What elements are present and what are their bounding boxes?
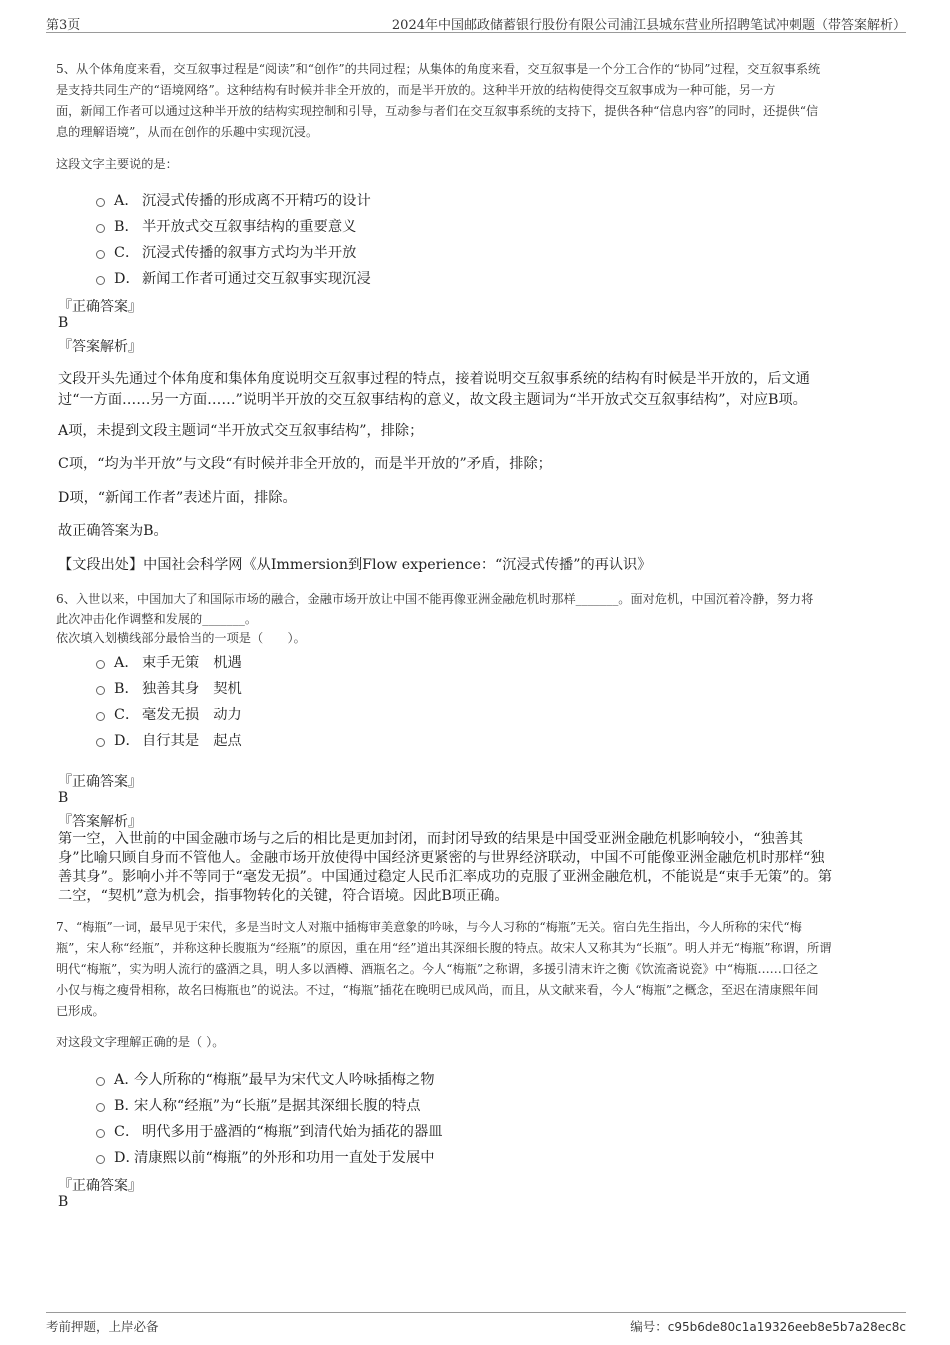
passage-line: 此次冲击化作调整和发展的_______。 bbox=[56, 612, 258, 626]
q7-option-c[interactable]: C． 明代多用于盛酒的“梅瓶”到清代始为插花的器皿 bbox=[96, 1118, 443, 1144]
analysis-line: 第一空，入世前的中国金融市场与之后的相比是更加封闭，而封闭导致的结果是中国受亚洲金融危机影响较小，“独善其 bbox=[58, 831, 804, 847]
passage-line: 是支持共同生产的“语境网络”。这种结构有时候并非全开放的，而是半开放的。这种半开放的结构使得交互叙事成为一种可能，另一方 bbox=[56, 83, 776, 97]
passage-line: 6、入世以来，中国加大了和国际市场的融合，金融市场开放让中国不能再像亚洲金融危机时那样_______。面对危机，中国沉着冷静，努力将 bbox=[56, 592, 814, 606]
q5-answer-label: 『正确答案』 bbox=[58, 299, 142, 315]
page-number: 第3页 bbox=[46, 18, 81, 33]
q5-option-d[interactable]: D． 新闻工作者可通过交互叙事实现沉浸 bbox=[96, 265, 371, 291]
radio-icon[interactable] bbox=[96, 224, 105, 233]
q6-option-d[interactable]: D． 自行其是 起点 bbox=[96, 727, 242, 753]
analysis-line: 二空，“契机”意为机会，指事物转化的关键，符合语境。因此B项正确。 bbox=[58, 888, 509, 904]
q5-analysis-label: 『答案解析』 bbox=[58, 339, 142, 355]
passage-line: 面，新闻工作者可以通过这种半开放的结构实现控制和引导，互动参与者们在交互叙事系统的支持下，提供各种“信息内容”的同时，还提供“信 bbox=[56, 104, 819, 118]
q7-answer: B bbox=[58, 1194, 69, 1210]
q5-answer: B bbox=[58, 315, 69, 331]
radio-icon[interactable] bbox=[96, 1077, 105, 1086]
q6-option-a[interactable]: A． 束手无策 机遇 bbox=[96, 649, 242, 675]
radio-icon[interactable] bbox=[96, 1129, 105, 1138]
passage-line: 7、“梅瓶”一词，最早见于宋代，多是当时文人对瓶中插梅审美意象的吟咏，与今人习称的“梅瓶”无关。宿白先生指出，今人所称的宋代“梅 bbox=[56, 920, 802, 934]
radio-icon[interactable] bbox=[96, 198, 105, 207]
q7-answer-label: 『正确答案』 bbox=[58, 1178, 142, 1194]
q5-option-a[interactable]: A． 沉浸式传播的形成离不开精巧的设计 bbox=[96, 187, 371, 213]
footer-slogan: 考前押题，上岸必备 bbox=[46, 1319, 159, 1334]
q6-passage bbox=[56, 589, 813, 648]
radio-icon[interactable] bbox=[96, 712, 105, 721]
q7-options bbox=[96, 1066, 443, 1170]
passage-line: 瓶”，宋人称“经瓶”，并称这种长腹瓶为“经瓶”的原因，重在用“经”道出其深细长腹的特点。故宋人又称其为“长瓶”。明人并无“梅瓶”称谓，所谓 bbox=[56, 941, 832, 955]
passage-line: 明代“梅瓶”，实为明人流行的盛酒之具，明人多以酒樽、酒瓶名之。今人“梅瓶”之称谓，多援引清末许之衡《饮流斋说瓷》中“梅瓶……口径之 bbox=[56, 962, 819, 976]
radio-icon[interactable] bbox=[96, 250, 105, 259]
q6-options bbox=[96, 649, 242, 753]
q6-answer: B bbox=[58, 790, 69, 806]
document-title: 2024年中国邮政储蓄银行股份有限公司浦江县城东营业所招聘笔试冲刺题（带答案解析） bbox=[391, 18, 906, 33]
analysis-line: 文段开头先通过个体角度和集体角度说明交互叙事过程的特点，接着说明交互叙事系统的结构有时候是半开放的，后文通 bbox=[58, 371, 810, 387]
passage-line: 5、从个体角度来看，交互叙事过程是“阅读”和“创作”的共同过程；从集体的角度来看，交互叙事是一个分工合作的“协同”过程，交互叙事系统 bbox=[56, 62, 821, 76]
q6-analysis bbox=[58, 830, 832, 906]
q6-option-b[interactable]: B． 独善其身 契机 bbox=[96, 675, 242, 701]
q5-passage bbox=[56, 59, 820, 143]
q5-source: 【文段出处】中国社会科学网《从Immersion到Flow experience：“沉浸式传播”的再认识》 bbox=[58, 557, 652, 573]
page-footer bbox=[46, 1312, 906, 1337]
analysis-line: 过“一方面……另一方面……”说明半开放的交互叙事结构的意义，故文段主题词为“半开放式交互叙事结构”，对应B项。 bbox=[58, 392, 807, 408]
radio-icon[interactable] bbox=[96, 660, 105, 669]
passage-line: 小仅与梅之瘦骨相称，故名曰梅瓶也”的说法。不过，“梅瓶”插花在晚明已成风尚，而且，从文献来看，今人“梅瓶”之概念，至迟在清康熙年间 bbox=[56, 983, 819, 997]
radio-icon[interactable] bbox=[96, 686, 105, 695]
q7-question: 对这段文字理解正确的是（ ）。 bbox=[56, 1035, 225, 1049]
q6-answer-label: 『正确答案』 bbox=[58, 774, 142, 790]
q6-analysis-label: 『答案解析』 bbox=[58, 814, 142, 830]
q5-conclusion: 故正确答案为B。 bbox=[58, 523, 168, 539]
document-code: 编号：c95b6de80c1a19326eeb8e5b7a28ec8c bbox=[630, 1319, 906, 1334]
analysis-line: 身”比喻只顾自身而不管他人。金融市场开放使得中国经济更紧密的与世界经济联动，中国不可能像亚洲金融危机时那样“独 bbox=[58, 850, 825, 866]
q7-passage bbox=[56, 917, 831, 1022]
q5-options bbox=[96, 187, 371, 291]
q5-note-d: D项，“新闻工作者”表述片面，排除。 bbox=[58, 490, 297, 506]
q5-note-c: C项，“均为半开放”与文段“有时候并非全开放的，而是半开放的”矛盾，排除； bbox=[58, 456, 552, 472]
q5-option-b[interactable]: B． 半开放式交互叙事结构的重要意义 bbox=[96, 213, 371, 239]
q5-option-c[interactable]: C． 沉浸式传播的叙事方式均为半开放 bbox=[96, 239, 371, 265]
radio-icon[interactable] bbox=[96, 1155, 105, 1164]
q7-option-a[interactable]: A． 今人所称的“梅瓶”最早为宋代文人吟咏插梅之物 bbox=[96, 1066, 443, 1092]
radio-icon[interactable] bbox=[96, 738, 105, 747]
radio-icon[interactable] bbox=[96, 1103, 105, 1112]
q5-note-a: A项，未提到文段主题词“半开放式交互叙事结构”，排除； bbox=[58, 423, 424, 439]
q5-question: 这段文字主要说的是： bbox=[56, 157, 178, 171]
radio-icon[interactable] bbox=[96, 276, 105, 285]
passage-line: 依次填入划横线部分最恰当的一项是（ ）。 bbox=[56, 631, 306, 645]
page-header bbox=[46, 10, 906, 33]
q5-analysis bbox=[58, 369, 810, 411]
analysis-line: 善其身”。影响小并不等同于“毫发无损”。中国通过稳定人民币汇率成功的克服了亚洲金融危机，不能说是“束手无策”的。第 bbox=[58, 869, 833, 885]
q7-option-d[interactable]: D． 清康熙以前“梅瓶”的外形和功用一直处于发展中 bbox=[96, 1144, 443, 1170]
q7-option-b[interactable]: B． 宋人称“经瓶”为“长瓶”是据其深细长腹的特点 bbox=[96, 1092, 443, 1118]
passage-line: 息的理解语境”，从而在创作的乐趣中实现沉浸。 bbox=[56, 125, 319, 139]
passage-line: 已形成。 bbox=[56, 1004, 105, 1018]
q6-option-c[interactable]: C． 毫发无损 动力 bbox=[96, 701, 242, 727]
